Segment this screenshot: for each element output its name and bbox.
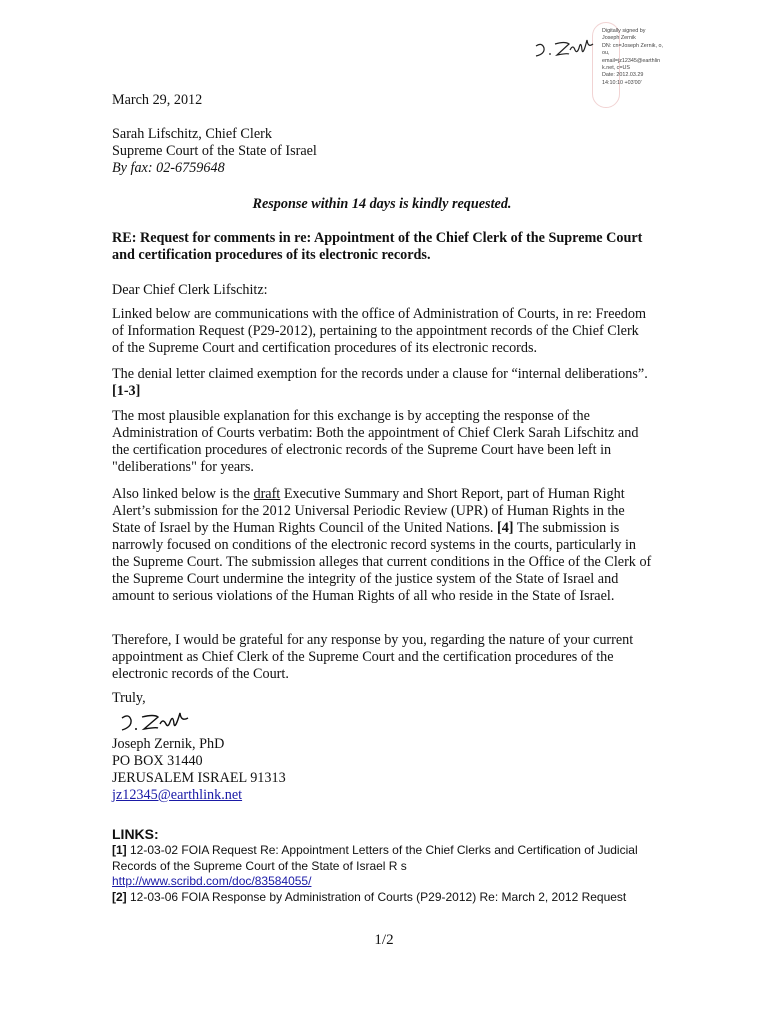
signer-name: Joseph Zernik, PhD — [112, 736, 225, 752]
closing: Truly, — [112, 690, 146, 706]
paragraph-4-middle: Executive Summary and Short Report, part of Human Right Alert’s submission for the 2012 Universal Periodic Review (UPR) of Human Rights in the State of Israel by the Human Rights Council of the United Nations. — [112, 486, 625, 536]
paragraph-4-start: Also linked below is the — [112, 486, 254, 502]
link-url-row — [112, 874, 672, 890]
link-text: 12-03-02 FOIA Request Re: Appointment Letters of the Chief Clerks and Certification of Judicial Records of the Supreme Court of the State of Israel R s — [112, 843, 638, 873]
links-section — [112, 826, 672, 905]
paragraph-1: Linked below are communications with the office of Administration of Courts, in re: Freedom of Information Request (P29-2012), pertaining to the appointment records of the Chief Clerk of the Supreme Court and certification procedures of its electronic records. — [112, 306, 647, 356]
paragraph-4-end: The submission is narrowly focused on conditions of the electronic record systems in the courts, particularly in the Supreme Court. The submission alleges that current conditions in the Office of the Clerk of the Supreme Court undermine the integrity of the justice system of the State of Israel and amount to serious violations of the Human Rights of all who reside in the State of Israel. — [112, 520, 652, 604]
signer-block — [112, 736, 652, 804]
link-item — [112, 890, 672, 906]
link-item — [112, 843, 672, 874]
recipient-name: Sarah Lifschitz, Chief Clerk — [112, 126, 272, 142]
paragraph-4 — [112, 486, 652, 605]
paragraph-5: Therefore, I would be grateful for any response by you, regarding the nature of your current appointment as Chief Clerk of the Supreme Court and the certification procedures of the electronic records of the Court. — [112, 632, 634, 682]
paragraph-2 — [112, 366, 652, 400]
paragraph-2-text: The denial letter claimed exemption for the records under a clause for “internal deliberations”. — [112, 366, 648, 382]
page-number: 1/2 — [374, 932, 394, 948]
link-ref: [2] — [112, 889, 127, 904]
salutation: Dear Chief Clerk Lifschitz: — [112, 282, 268, 298]
recipient-address — [112, 126, 652, 177]
link-ref: [1] — [112, 843, 127, 857]
reference-4: [4] — [496, 520, 514, 536]
signature-mark-icon — [530, 32, 600, 62]
response-request-note: Response within 14 days is kindly requested. — [252, 196, 512, 212]
digital-signature-stamp — [530, 22, 690, 102]
signer-po-box: PO BOX 31440 — [112, 753, 203, 769]
letter-date: March 29, 2012 — [112, 92, 203, 108]
recipient-fax: By fax: 02-6759648 — [112, 160, 225, 176]
reference-1-3: [1-3] — [112, 383, 141, 399]
recipient-organization: Supreme Court of the State of Israel — [112, 143, 317, 159]
signer-city: JERUSALEM ISRAEL 91313 — [112, 770, 286, 786]
signature-details: Digitally signed by Joseph Zernik DN: cn=Joseph Zernik, o, ou, email=jz12345@earthlin k.net, c=US Date: 2012.03.29 14:10:10 +03'00' — [602, 28, 663, 86]
subject-line: RE: Request for comments in re: Appointment of the Chief Clerk of the Supreme Court and certification procedures of its electronic records. — [112, 230, 643, 263]
handwritten-signature-icon — [118, 708, 208, 738]
link-url[interactable]: http://www.scribd.com/doc/83584055/ — [112, 874, 312, 888]
draft-word: draft — [253, 486, 281, 502]
links-heading: LINKS: — [112, 826, 159, 842]
signer-email-link[interactable]: jz12345@earthlink.net — [112, 787, 243, 803]
paragraph-3: The most plausible explanation for this exchange is by accepting the response of the Administration of Courts verbatim: Both the appointment of Chief Clerk Sarah Lifschitz and the certification procedures of electronic records of the Supreme Court have been left in "deliberations" for years. — [112, 408, 639, 475]
link-text: 12-03-06 FOIA Response by Administration of Courts (P29-2012) Re: March 2, 2012 Request — [126, 889, 627, 904]
